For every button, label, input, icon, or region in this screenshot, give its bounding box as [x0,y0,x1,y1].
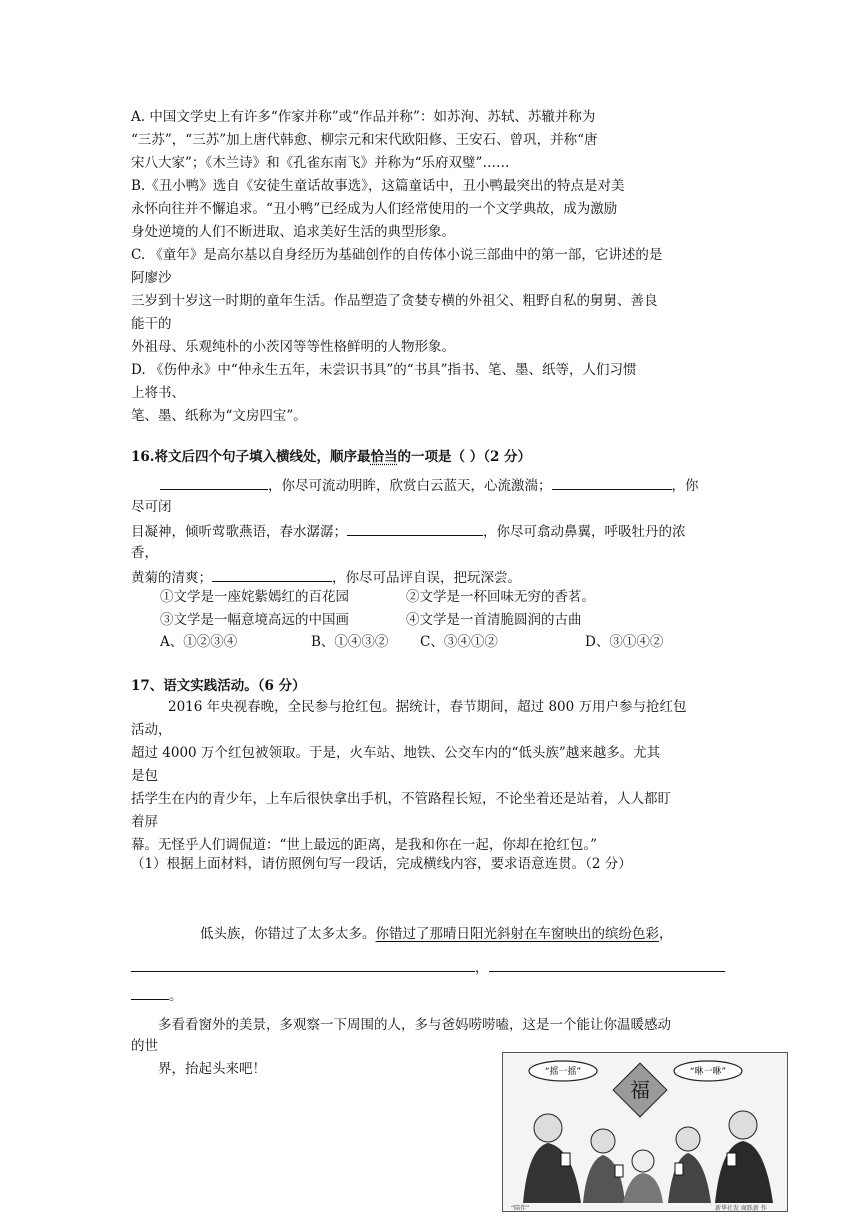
q16-line3: 目凝神，倾听莺歌燕语，春水潺潺； ，你尽可翕动鼻翼，呼吸牡丹的浓 [131,521,686,541]
fu-character: 福 [630,1078,650,1102]
person-2-body [583,1155,625,1203]
person-left-body [523,1143,581,1203]
q17-closing-line3: 界，抬起头来吧！ [158,1061,266,1077]
q15-option-c-line2: 阿廖沙 [131,270,172,286]
q17-closing-line1: 多看看窗外的美景，多观察一下周围的人，多与爸妈唠唠嗑，这是一个能让你温暖感动 [158,1017,671,1033]
cartoon-drawing [503,1053,787,1211]
child-head [632,1150,654,1172]
person-2-head [591,1129,615,1153]
q16-blank-2[interactable] [552,475,672,490]
q17-para-line1: 2016 年央视春晚，全民参与抢红包。据统计，春节期间，超过 800 万用户参与抢红包 [168,699,687,715]
q16-choice-c[interactable]: C、③④①② [420,634,498,650]
q17-subquestion-1: （1）根据上面材料，请仿照例句写一段话，完成横线内容，要求语意连贯。（2 分） [131,856,632,872]
q16-title: 16.将文后四个句子填入横线处，顺序最恰当的一项是（ ）（2 分） [131,449,532,465]
q17-example-sentence: 低头族，你错过了太多太多。你错过了那晴日阳光斜射在车窗映出的缤纷色彩， [200,926,673,942]
q15-option-b-line1: B.《丑小鸭》选自《安徒生童话故事选》，这篇童话中，丑小鸭最突出的特点是对美 [131,178,625,194]
q17-para-line7: 幕。无怪乎人们调侃道：“世上最远的距离，是我和你在一起，你却在抢红包。” [131,837,598,853]
q16-sentence-1: ①文学是一座姹紫嫣红的百花园 [160,589,349,605]
person-left-head [534,1114,562,1142]
q17-para-line5: 括学生在内的青少年，上车后很快拿出手机，不管路程长短，不论坐着还是站着，人人都盯 [131,791,671,807]
q17-answer-line1: ， [131,957,725,977]
q16-line4: 香， [131,545,158,561]
cartoon-illustration [502,1052,788,1212]
q15-option-d-line1: D. 《伤仲永》中“仲永生五年，未尝识书具”的“书具”指书、笔、墨、纸等，人们习惯 [131,362,637,378]
q17-title: 17、语文实践活动。（6 分） [131,678,306,694]
q15-option-c-line5: 外祖母、乐观纯朴的小茨冈等等性格鲜明的人物形象。 [131,339,455,355]
phone-icon [615,1165,623,1177]
q16-sentence-4: ④文学是一首清脆圆润的古曲 [406,612,582,628]
person-right-head [729,1111,757,1139]
q16-blank-3[interactable] [347,521,483,536]
q15-option-a-line3: 宋八大家”；《木兰诗》和《孔雀东南飞》并称为“乐府双璧”…… [131,155,510,171]
q17-para-line4: 是包 [131,768,158,784]
q16-line5: 黄菊的清爽； ，你尽可品评自误，把玩深尝。 [131,567,521,587]
bubble-left-text: “摇一摇” [544,1067,582,1077]
cartoon-caption-right: 新华社发 商跃新 作 [715,1205,767,1212]
q16-blank-1[interactable] [160,475,268,490]
q16-blank-4[interactable] [212,567,332,582]
q17-answer-blank-2[interactable] [489,957,725,972]
q17-answer-blank-3[interactable] [131,985,169,1000]
q17-para-line6: 着屏 [131,814,158,830]
q16-line2: 尽可闭 [131,499,172,515]
q17-answer-blank-1[interactable] [131,957,475,972]
q16-choice-d[interactable]: D、③①④② [585,634,664,650]
q16-line1: ，你尽可流动明眸，欣赏白云蓝天，心流激湍； ，你 [160,475,699,495]
child-body [623,1173,663,1203]
bubble-right-text: “咻一咻” [689,1067,727,1077]
phone-icon [561,1153,570,1166]
phone-icon [675,1163,683,1175]
q15-option-a-line2: “三苏”，“三苏”加上唐代韩愈、柳宗元和宋代欧阳修、王安石、曾巩，并称“唐 [131,132,598,148]
q16-sentence-3: ③文学是一幅意境高远的中国画 [160,612,349,628]
q15-option-c-line1: C. 《童年》是高尔基以自身经历为基础创作的自传体小说三部曲中的第一部，它讲述的是 [131,247,663,263]
q15-option-c-line3: 三岁到十岁这一时期的童年生活。作品塑造了贪婪专横的外祖父、粗野自私的舅舅、善良 [131,293,658,309]
person-4-body [668,1153,711,1203]
q17-para-line3: 超过 4000 万个红包被领取。于是，火车站、地铁、公交车内的“低头族”越来越多。尤其 [131,745,661,761]
q16-choice-b[interactable]: B、①④③② [311,634,389,650]
q17-answer-line2: 。 [131,985,183,1005]
q16-sentence-2: ②文学是一杯回味无穷的香茗。 [406,589,595,605]
q17-para-line2: 活动， [131,722,172,738]
person-4-head [676,1127,700,1151]
q15-option-d-line2: 上将书、 [131,385,185,401]
q15-option-b-line2: 永怀向往并不懈追求。“丑小鸭”已经成为人们经常使用的一个文学典故，成为激励 [131,201,618,217]
q16-choice-a[interactable]: A、①②③④ [160,634,238,650]
phone-icon [727,1153,736,1166]
q15-option-a-line1: A. 中国文学史上有许多“作家并称”或“作品并称”：如苏洵、苏轼、苏辙并称为 [131,109,596,125]
cartoon-caption-left: “陪伴” [511,1205,530,1212]
q15-option-d-line3: 笔、墨、纸称为“文房四宝”。 [131,408,307,424]
person-right-body [715,1141,773,1203]
q17-closing-line2: 的世 [131,1038,158,1054]
q15-option-b-line3: 身处逆境的人们不断进取、追求美好生活的典型形象。 [131,224,455,240]
q15-option-c-line4: 能干的 [131,316,172,332]
